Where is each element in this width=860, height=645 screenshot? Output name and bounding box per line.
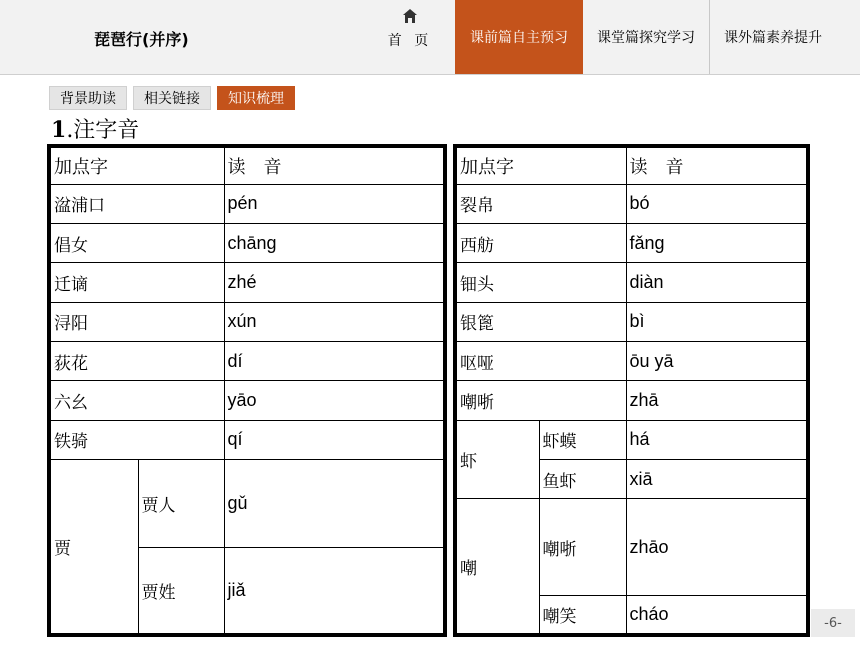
pinyin-cell: fǎng (626, 224, 808, 263)
tab-preview[interactable]: 课前篇自主预习 (455, 0, 583, 74)
home-button[interactable] (380, 8, 440, 50)
pinyin-cell: gǔ (224, 460, 445, 548)
word-cell: 西舫 (455, 224, 626, 263)
word-cell: 钿头 (455, 263, 626, 302)
word-cell: 嘲哳 (539, 499, 626, 596)
pinyin-cell: jiǎ (224, 547, 445, 635)
word-cell: 裂帛 (455, 184, 626, 223)
sub-tabs (49, 86, 295, 110)
word-cell: 呕哑 (455, 342, 626, 381)
subtab-background[interactable]: 背景助读 (49, 86, 127, 110)
pinyin-cell: bó (626, 184, 808, 223)
header-char: 加点字 (455, 146, 626, 184)
word-cell: 虾蟆 (539, 420, 626, 459)
word-cell: 嘲笑 (539, 596, 626, 635)
page-number: -6- (811, 609, 855, 637)
group-char-cell: 虾 (455, 420, 539, 499)
pinyin-cell: xiā (626, 460, 808, 499)
lesson-title: 琵琶行(并序) (94, 30, 189, 49)
word-cell: 湓浦口 (49, 184, 224, 223)
top-navigation-bar (0, 0, 860, 75)
header-pinyin: 读 音 (224, 146, 445, 184)
pinyin-cell: yāo (224, 381, 445, 420)
pinyin-cell: cháo (626, 596, 808, 635)
pinyin-cell: pén (224, 184, 445, 223)
pronunciation-table-right (453, 144, 810, 637)
word-cell: 浔阳 (49, 302, 224, 341)
section-text: .注字音 (66, 118, 140, 143)
pinyin-cell: xún (224, 302, 445, 341)
pinyin-cell: zhé (224, 263, 445, 302)
word-cell: 贾人 (138, 460, 224, 548)
header-char: 加点字 (49, 146, 224, 184)
pinyin-cell: ōu yā (626, 342, 808, 381)
pinyin-cell: chāng (224, 224, 445, 263)
pinyin-cell: bì (626, 302, 808, 341)
tab-classroom[interactable]: 课堂篇探究学习 (597, 30, 695, 46)
group-char-cell: 贾 (49, 460, 138, 636)
pinyin-cell: zhāo (626, 499, 808, 596)
word-cell: 六幺 (49, 381, 224, 420)
section-title (51, 113, 139, 144)
word-cell: 荻花 (49, 342, 224, 381)
word-cell: 鱼虾 (539, 460, 626, 499)
subtab-links[interactable]: 相关链接 (133, 86, 211, 110)
pinyin-cell: zhā (626, 381, 808, 420)
word-cell: 铁骑 (49, 420, 224, 459)
tab-extension[interactable]: 课外篇素养提升 (709, 0, 836, 74)
header-pinyin: 读 音 (626, 146, 808, 184)
word-cell: 嘲哳 (455, 381, 626, 420)
word-cell: 贾姓 (138, 547, 224, 635)
word-cell: 倡女 (49, 224, 224, 263)
pinyin-cell: diàn (626, 263, 808, 302)
group-char-cell: 嘲 (455, 499, 539, 635)
subtab-knowledge[interactable]: 知识梳理 (217, 86, 295, 110)
pronunciation-table-left (47, 144, 447, 637)
section-number: 1 (51, 117, 67, 143)
pinyin-cell: há (626, 420, 808, 459)
pinyin-cell: qí (224, 420, 445, 459)
word-cell: 银篦 (455, 302, 626, 341)
pinyin-cell: dí (224, 342, 445, 381)
home-label: 首 页 (387, 33, 433, 49)
word-cell: 迁谪 (49, 263, 224, 302)
home-icon (402, 8, 418, 24)
